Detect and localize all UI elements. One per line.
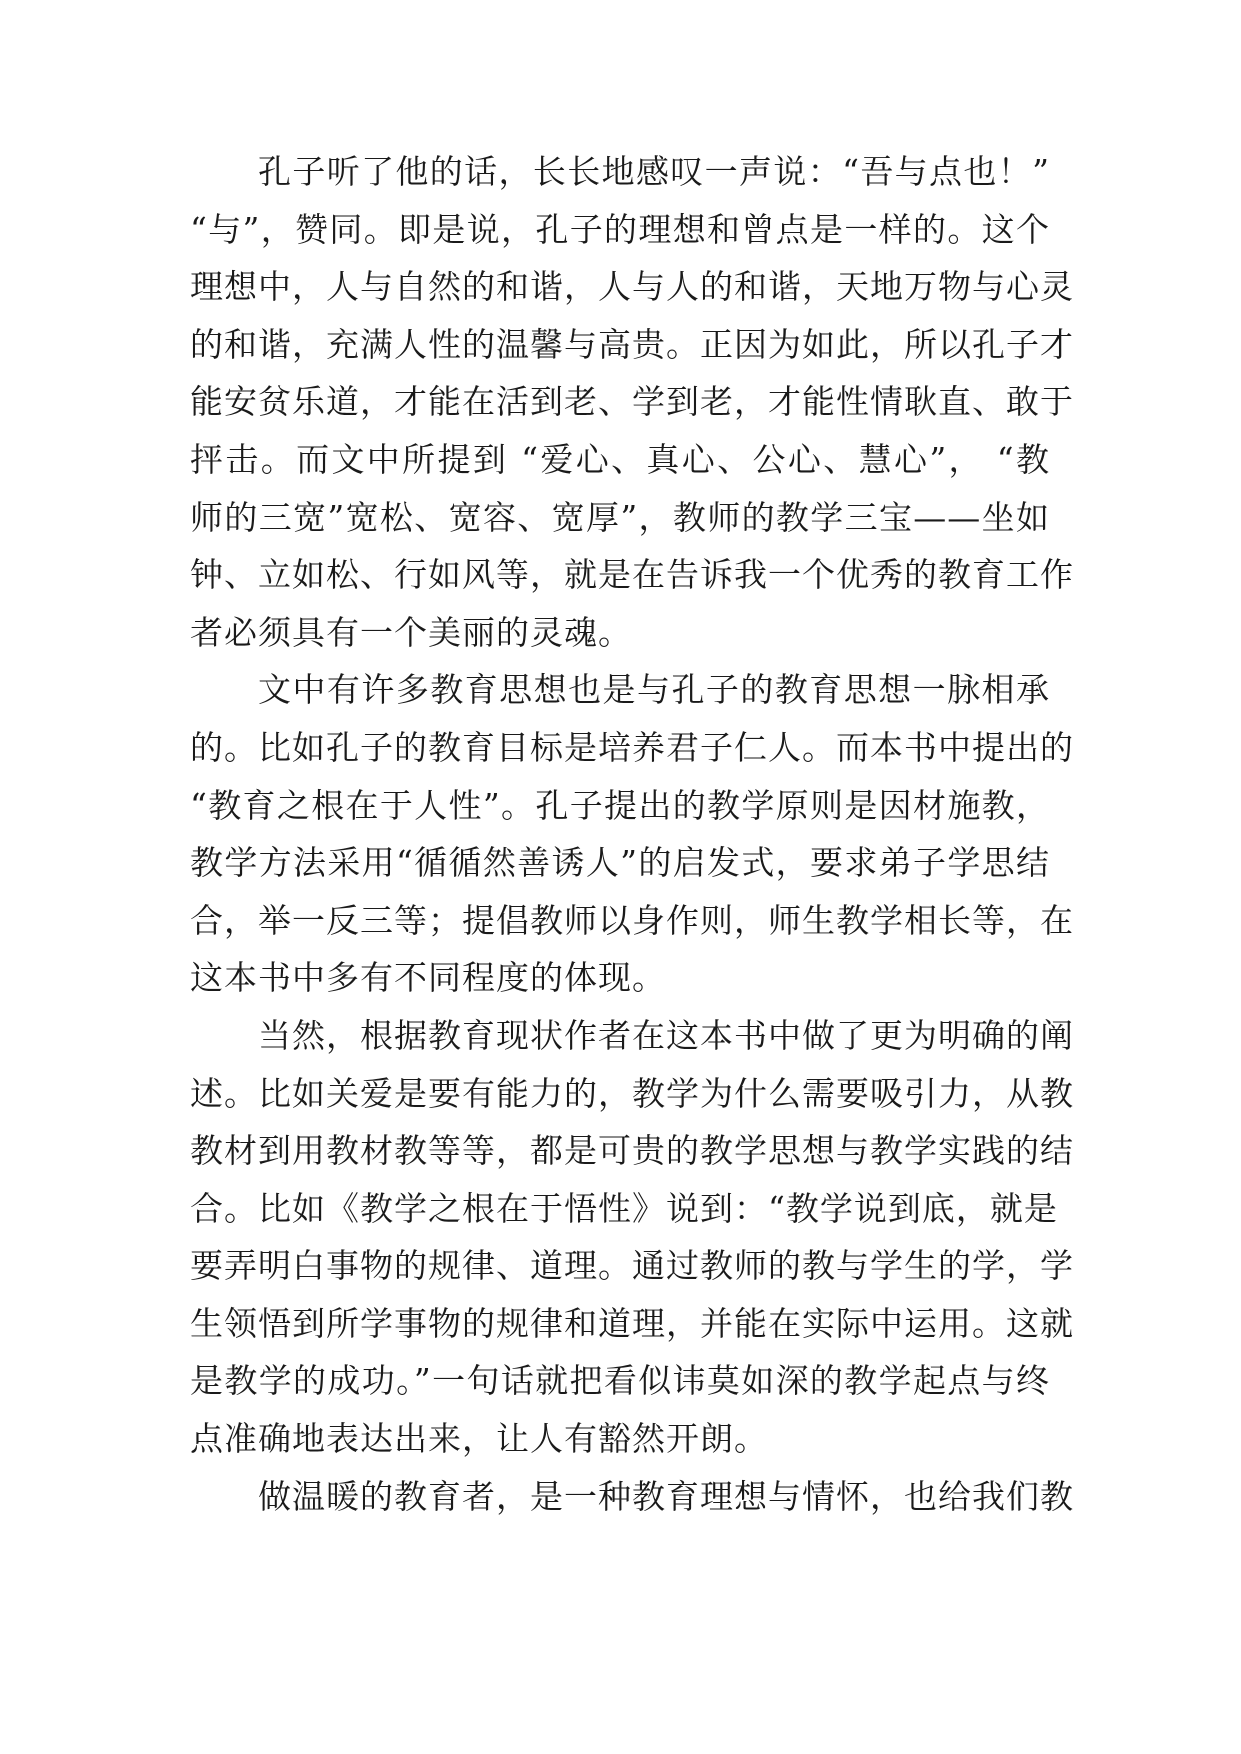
body-text: [190, 143, 1074, 1525]
text-line: 点准确地表达出来，让人有豁然开朗。: [190, 1419, 768, 1459]
text-line: 生领悟到所学事物的规律和道理，并能在实际中运用。这就: [190, 1303, 1074, 1343]
text-line: 钟、立如松、行如风等，就是在告诉我一个优秀的教育工作: [190, 555, 1074, 595]
text-line: 述。比如关爱是要有能力的，教学为什么需要吸引力，从教: [190, 1073, 1074, 1113]
text-line: 合，举一反三等；提倡教师以身作则，师生教学相长等，在: [190, 900, 1074, 940]
text-line: 当然，根据教育现状作者在这本书中做了更为明确的阐: [258, 1015, 1074, 1055]
text-line: 师的三宽”宽松、宽容、宽厚”，教师的教学三宝——坐如: [190, 497, 1050, 537]
text-line: 合。比如《教学之根在于悟性》说到：“教学说到底，就是: [190, 1188, 1058, 1228]
text-line: 文中有许多教育思想也是与孔子的教育思想一脉相承: [258, 670, 1050, 710]
text-line: 要弄明白事物的规律、道理。通过教师的教与学生的学，学: [190, 1246, 1074, 1286]
text-line: 做温暖的教育者，是一种教育理想与情怀，也给我们教: [258, 1476, 1074, 1516]
text-line: 教材到用教材教等等，都是可贵的教学思想与教学实践的结: [190, 1131, 1074, 1171]
text-line: 理想中，人与自然的和谐，人与人的和谐，天地万物与心灵: [190, 267, 1074, 307]
text-line: “与”，赞同。即是说，孔子的理想和曾点是一样的。这个: [190, 209, 1050, 249]
text-line: “教育之根在于人性”。孔子提出的教学原则是因材施教，: [190, 785, 1050, 825]
text-line: 的。比如孔子的教育目标是培养君子仁人。而本书中提出的: [190, 727, 1074, 767]
text-line: 者必须具有一个美丽的灵魂。: [190, 612, 632, 652]
text-line: 能安贫乐道，才能在活到老、学到老，才能性情耿直、敢于: [190, 382, 1074, 422]
text-line: 的和谐，充满人性的温馨与高贵。正因为如此，所以孔子才: [190, 324, 1074, 364]
text-line: 是教学的成功。”一句话就把看似讳莫如深的教学起点与终: [190, 1361, 1050, 1401]
text-line: 抨击。而文中所提到 “爱心、真心、公心、慧心”， “教: [190, 439, 1050, 479]
text-line: 孔子听了他的话，长长地感叹一声说：“吾与点也！”: [258, 152, 1050, 191]
text-line: 教学方法采用“循循然善诱人”的启发式，要求弟子学思结: [190, 843, 1050, 883]
text-line: 这本书中多有不同程度的体现。: [190, 958, 666, 998]
